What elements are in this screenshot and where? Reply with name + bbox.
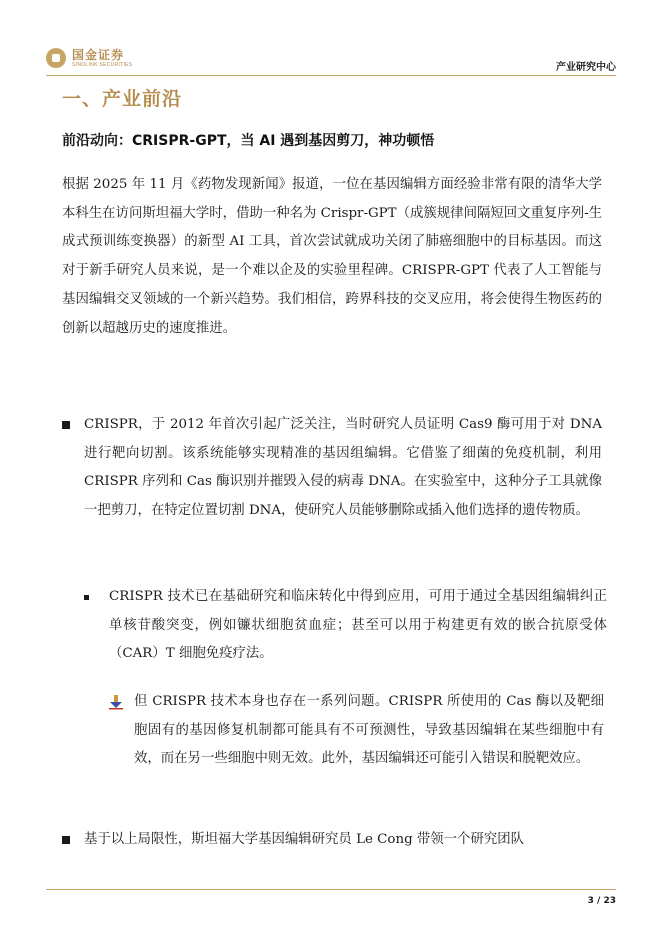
section-title: 一、产业前沿 xyxy=(62,88,183,110)
bullet-text: CRISPR 技术已在基础研究和临床转化中得到应用，可用于通过全基因组编辑纠正单核苷酸突变，例如镰状细胞贫血症；甚至可以用于构建更有效的嵌合抗原受体（CAR）T 细胞免疫疗法。 xyxy=(109,589,607,662)
square-bullet-icon xyxy=(62,421,70,429)
sub-title: 前沿动向：CRISPR-GPT，当 AI 遇到基因剪刀，神功顿悟 xyxy=(62,133,435,149)
header-divider xyxy=(46,75,616,76)
logo-emblem-icon xyxy=(46,48,66,68)
page-number: 3 / 23 xyxy=(587,896,616,906)
bullet-text: 基于以上局限性，斯坦福大学基因编辑研究员 Le Cong 带领一个研究团队 xyxy=(84,832,525,847)
bullet-level2-applications xyxy=(84,583,607,669)
arrow-down-bullet-icon xyxy=(108,694,124,710)
logo-name-cn: 国金证券 xyxy=(72,47,125,62)
footer-divider xyxy=(46,889,616,890)
logo-name-en: SINOLINK SECURITIES xyxy=(72,61,133,68)
small-square-bullet-icon xyxy=(84,595,89,600)
bullet-text: CRISPR，于 2012 年首次引起广泛关注，当时研究人员证明 Cas9 酶可用于对 DNA 进行靶向切割。该系统能够实现精准的基因组编辑。它借鉴了细菌的免疫机制，利用 CRISPR 序列和 Cas 酶识别并摧毁入侵的病毒 DNA。在实验室中，这种分子工具就像一把剪刀，在特定位置切割 DNA，使研究人员能够删除或插入他们选择的遗传物质。 xyxy=(84,417,602,519)
bullet-level1-crispr-history xyxy=(62,411,602,526)
bullet-level1-stanford-team xyxy=(62,826,602,855)
header-department: 产业研究中心 xyxy=(556,62,616,73)
company-logo xyxy=(46,48,132,68)
intro-paragraph: 根据 2025 年 11 月《药物发现新闻》报道，一位在基因编辑方面经验非常有限的清华大学本科生在访问斯坦福大学时，借助一种名为 Crispr-GPT（成簇规律间隔短回文重复序列-生成式预训练变换器）的新型 AI 工具，首次尝试就成功关闭了肺癌细胞中的目标基因。而这对于新手研究人员来说，是一个难以企及的实验里程碑。CRISPR-GPT 代表了人工智能与基因编辑交叉领域的一个新兴趋势。我们相信，跨界科技的交叉应用，将会使得生物医药的创新以超越历史的速度推进。 xyxy=(62,177,602,336)
bullet-level3-limitations xyxy=(108,688,604,774)
bullet-text: 但 CRISPR 技术本身也存在一系列问题。CRISPR 所使用的 Cas 酶以及靶细胞固有的基因修复机制都可能具有不可预测性，导致基因编辑在某些细胞中有效，而在另一些细胞中则无效。此外，基因编辑还可能引入错误和脱靶效应。 xyxy=(134,694,604,767)
square-bullet-icon xyxy=(62,836,70,844)
